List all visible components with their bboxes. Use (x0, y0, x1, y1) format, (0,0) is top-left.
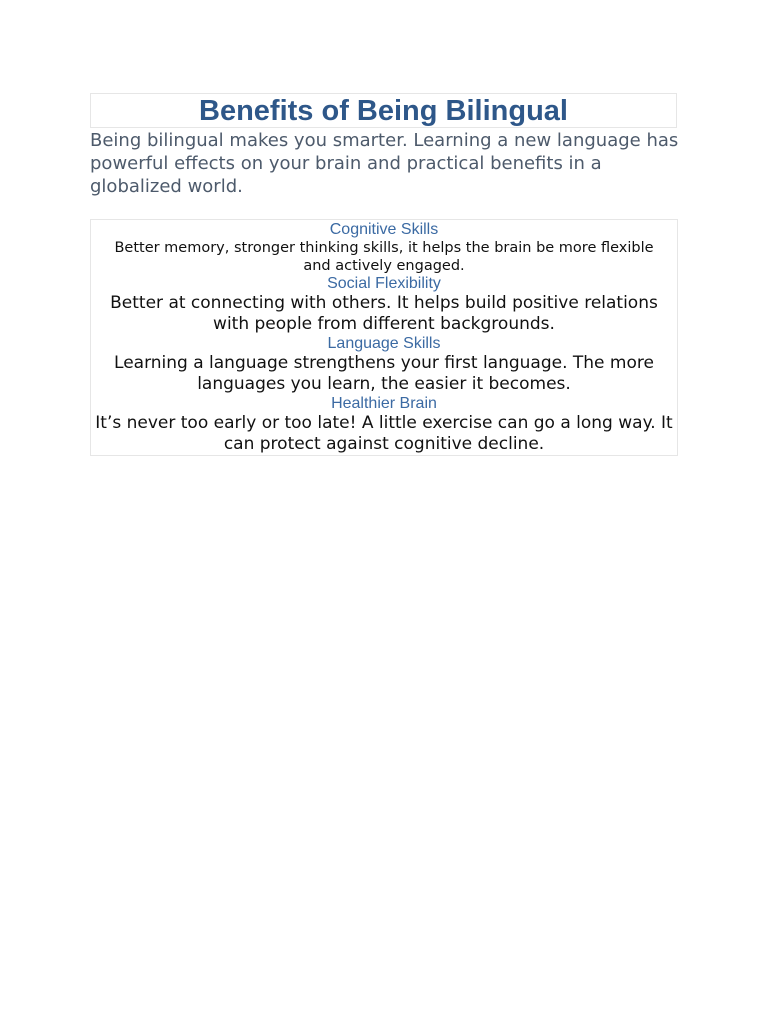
benefit-text-social-flexibility: Better at connecting with others. It helps build positive relations with people from different backgrounds. (110, 293, 658, 334)
benefit-text-cognitive-skills: Better memory, stronger thinking skills, it helps the brain be more flexible and actively engaged. (114, 240, 654, 274)
benefit-heading-social-flexibility: Social Flexibility (327, 275, 441, 292)
benefit-heading-language-skills: Language Skills (327, 335, 441, 352)
title-box (90, 93, 677, 128)
benefit-heading-cognitive-skills: Cognitive Skills (329, 221, 439, 238)
benefits-box (90, 219, 678, 456)
benefit-text-healthier-brain: It’s never too early or too late! A little exercise can go a long way. It can protect against cognitive decline. (95, 413, 673, 454)
page-title: Benefits of Being Bilingual (199, 95, 568, 127)
benefit-heading-healthier-brain: Healthier Brain (331, 395, 437, 412)
benefit-text-language-skills: Learning a language strengthens your first language. The more languages you learn, the easier it becomes. (114, 353, 654, 394)
intro-paragraph: Being bilingual makes you smarter. Learning a new language has powerful effects on your brain and practical benefits in a globalized world. (90, 130, 679, 197)
